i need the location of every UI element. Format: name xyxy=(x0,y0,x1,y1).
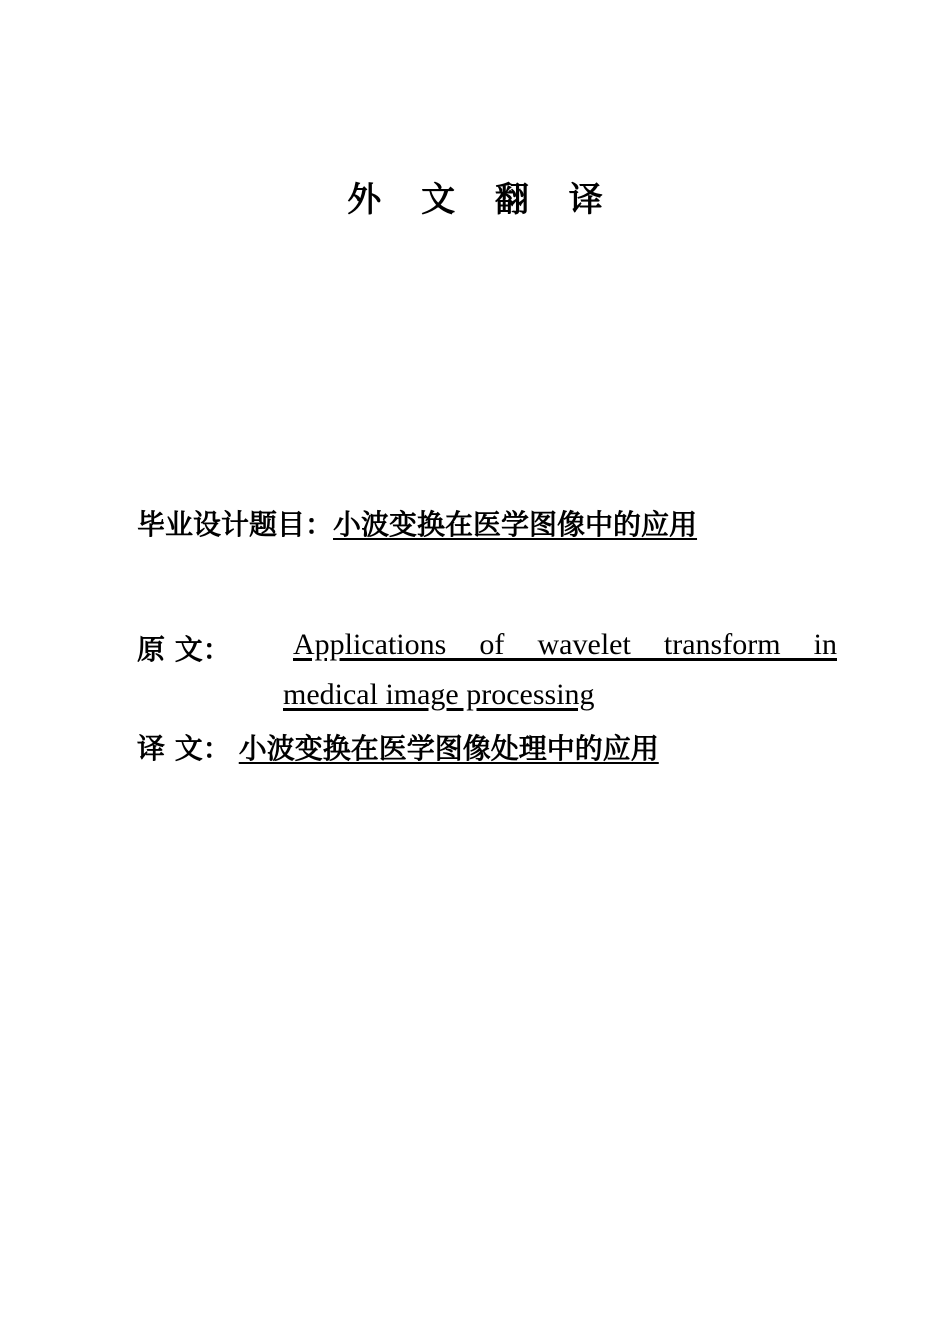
topic-row xyxy=(137,503,697,543)
topic-label: 毕业设计题目： xyxy=(137,508,334,541)
translation-row xyxy=(137,727,659,767)
original-label-row xyxy=(137,628,231,668)
translation-label: 译 文： xyxy=(137,732,231,765)
translation-value: 小波变换在医学图像处理中的应用 xyxy=(238,732,659,765)
original-title-line-1: Applications of wavelet transform in xyxy=(293,628,837,661)
topic-value: 小波变换在医学图像中的应用 xyxy=(333,508,698,541)
original-title-line-2: medical image processing xyxy=(283,678,595,711)
page-title: 外 文 翻 译 xyxy=(347,180,617,220)
original-label: 原 文： xyxy=(137,633,231,666)
